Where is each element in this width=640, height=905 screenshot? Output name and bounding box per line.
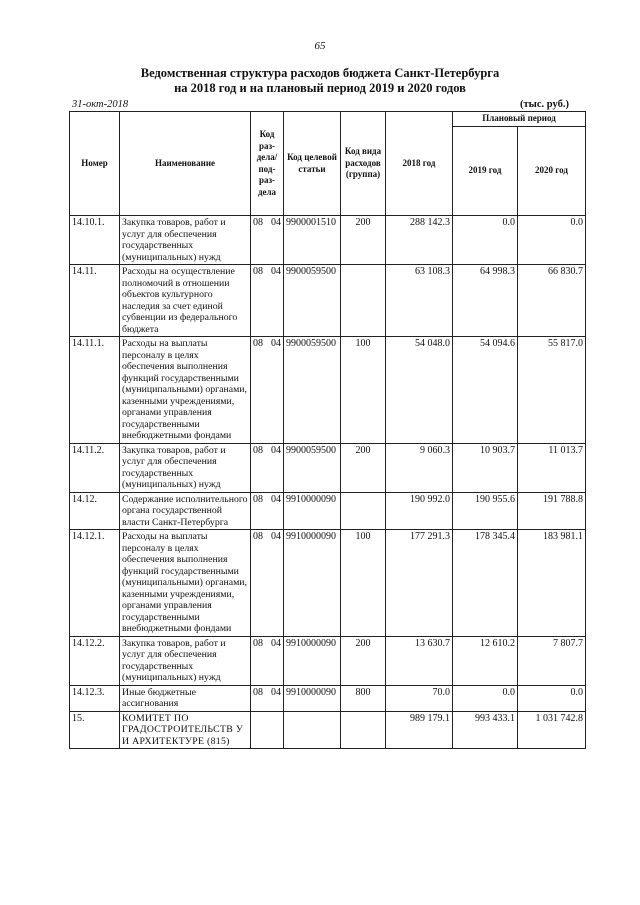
row-amount-2019: 993 433.1: [453, 711, 518, 749]
row-target-code: [284, 711, 341, 749]
row-amount-2020: 191 788.8: [518, 492, 586, 530]
row-expense-type: 200: [341, 636, 386, 685]
row-subsection-code: 04: [271, 217, 281, 228]
row-amount-2018: 288 142.3: [386, 216, 453, 265]
row-section-code: 08: [253, 686, 263, 698]
row-target-code: 9900059500: [284, 443, 341, 492]
row-amount-2020: 55 817.0: [518, 337, 586, 444]
row-amount-2018: 989 179.1: [386, 711, 453, 749]
row-section-code: 08: [253, 531, 263, 542]
row-section: [251, 216, 284, 265]
row-number: 14.12.3.: [70, 685, 120, 711]
row-section: [251, 337, 284, 444]
row-amount-2020: 7 807.7: [518, 636, 586, 685]
row-section: [251, 265, 284, 337]
row-number: 14.12.1.: [70, 530, 120, 637]
row-subsection-code: 04: [271, 637, 281, 649]
header-2020: 2020 год: [518, 127, 586, 216]
row-name: Иные бюджетные ассигнования: [120, 685, 251, 711]
row-amount-2020: 183 981.1: [518, 530, 586, 637]
header-planned-period: Плановый период: [453, 112, 586, 127]
header-expense-type: Код вида расходов (группа): [341, 112, 386, 216]
row-amount-2018: 177 291.3: [386, 530, 453, 637]
row-number: 14.11.: [70, 265, 120, 337]
row-expense-type: [341, 265, 386, 337]
row-expense-type: [341, 492, 386, 530]
row-amount-2019: 54 094.6: [453, 337, 518, 444]
row-section: [251, 443, 284, 492]
page-number: 65: [314, 40, 326, 52]
row-number: 15.: [70, 711, 120, 749]
table-row: [70, 216, 586, 265]
row-expense-type: [341, 711, 386, 749]
units-label: (тыс. руб.): [520, 99, 569, 110]
row-amount-2018: 13 630.7: [386, 636, 453, 685]
title-line-1: Ведомственная структура расходов бюджета Санкт-Петербурга: [140, 66, 500, 80]
row-target-code: 9910000090: [284, 636, 341, 685]
row-name: КОМИТЕТ ПО ГРАДОСТРОИТЕЛЬСТВ У И АРХИТЕКТУРЕ (815): [120, 711, 251, 749]
row-target-code: 9900059500: [284, 265, 341, 337]
row-name: Расходы на осуществление полномочий в отношении объектов культурного наследия за счет единой субвенции из федерального бюджета: [120, 265, 251, 337]
row-amount-2018: 70.0: [386, 685, 453, 711]
row-section-code: 08: [253, 266, 263, 277]
row-name: Расходы на выплаты персоналу в целях обеспечения выполнения функций государственными (муниципальными) органами, казенными учреждениями, органами управления государственными внебюджетными фондами: [120, 530, 251, 637]
table-row: [70, 530, 586, 637]
header-2018: 2018 год: [386, 112, 453, 216]
row-target-code: 9910000090: [284, 685, 341, 711]
row-section: [251, 711, 284, 749]
row-name: Содержание исполнительного органа государственной власти Санкт-Петербурга: [120, 492, 251, 530]
row-section-code: 08: [253, 338, 263, 349]
row-name: Закупка товаров, работ и услуг для обеспечения государственных (муниципальных) нужд: [120, 443, 251, 492]
header-target: Код целевой статьи: [284, 112, 341, 216]
row-number: 14.11.2.: [70, 443, 120, 492]
title-line-2: на 2018 год и на плановый период 2019 и 2020 годов: [174, 81, 466, 95]
row-section-code: 08: [253, 493, 263, 505]
row-name: Расходы на выплаты персоналу в целях обеспечения выполнения функций государственными (муниципальными) органами, казенными учреждениями, органами управления государственными внебюджетными фондами: [120, 337, 251, 444]
row-amount-2018: 63 108.3: [386, 265, 453, 337]
row-amount-2018: 9 060.3: [386, 443, 453, 492]
row-subsection-code: 04: [271, 266, 281, 277]
row-amount-2019: 10 903.7: [453, 443, 518, 492]
table-row: [70, 265, 586, 337]
row-number: 14.11.1.: [70, 337, 120, 444]
budget-table: [69, 111, 586, 749]
row-name: Закупка товаров, работ и услуг для обеспечения государственных (муниципальных) нужд: [120, 636, 251, 685]
header-2019: 2019 год: [453, 127, 518, 216]
report-date: 31-окт-2018: [72, 99, 129, 110]
header-number: Номер: [70, 112, 120, 216]
row-amount-2019: 190 955.6: [453, 492, 518, 530]
row-subsection-code: 04: [271, 338, 281, 349]
row-name: Закупка товаров, работ и услуг для обеспечения государственных (муниципальных) нужд: [120, 216, 251, 265]
row-section: [251, 636, 284, 685]
header-section: Код раз- дела/ под- раз- дела: [251, 112, 284, 216]
table-row: [70, 711, 586, 749]
table-row: [70, 492, 586, 530]
table-row: [70, 636, 586, 685]
row-section-code: 08: [253, 637, 263, 649]
row-number: 14.12.2.: [70, 636, 120, 685]
row-subsection-code: 04: [271, 493, 281, 505]
row-amount-2019: 12 610.2: [453, 636, 518, 685]
row-amount-2020: 0.0: [518, 685, 586, 711]
row-amount-2020: 11 013.7: [518, 443, 586, 492]
row-amount-2019: 64 998.3: [453, 265, 518, 337]
row-amount-2020: 0.0: [518, 216, 586, 265]
row-expense-type: 800: [341, 685, 386, 711]
row-amount-2020: 1 031 742.8: [518, 711, 586, 749]
row-amount-2018: 54 048.0: [386, 337, 453, 444]
row-amount-2019: 0.0: [453, 685, 518, 711]
row-amount-2020: 66 830.7: [518, 265, 586, 337]
row-section: [251, 530, 284, 637]
row-subsection-code: 04: [271, 686, 281, 698]
table-row: [70, 443, 586, 492]
row-expense-type: 100: [341, 530, 386, 637]
row-section: [251, 492, 284, 530]
row-section-code: 08: [253, 444, 263, 456]
row-expense-type: 200: [341, 216, 386, 265]
row-number: 14.12.: [70, 492, 120, 530]
table-row: [70, 685, 586, 711]
row-subsection-code: 04: [271, 531, 281, 542]
row-target-code: 9900001510: [284, 216, 341, 265]
row-expense-type: 200: [341, 443, 386, 492]
document-title: [0, 66, 640, 96]
row-subsection-code: 04: [271, 444, 281, 456]
row-section: [251, 685, 284, 711]
row-amount-2019: 178 345.4: [453, 530, 518, 637]
row-section-code: 08: [253, 217, 263, 228]
row-target-code: 9910000090: [284, 492, 341, 530]
header-name: Наименование: [120, 112, 251, 216]
table-row: [70, 337, 586, 444]
row-amount-2018: 190 992.0: [386, 492, 453, 530]
row-target-code: 9910000090: [284, 530, 341, 637]
row-amount-2019: 0.0: [453, 216, 518, 265]
row-expense-type: 100: [341, 337, 386, 444]
row-number: 14.10.1.: [70, 216, 120, 265]
row-target-code: 9900059500: [284, 337, 341, 444]
